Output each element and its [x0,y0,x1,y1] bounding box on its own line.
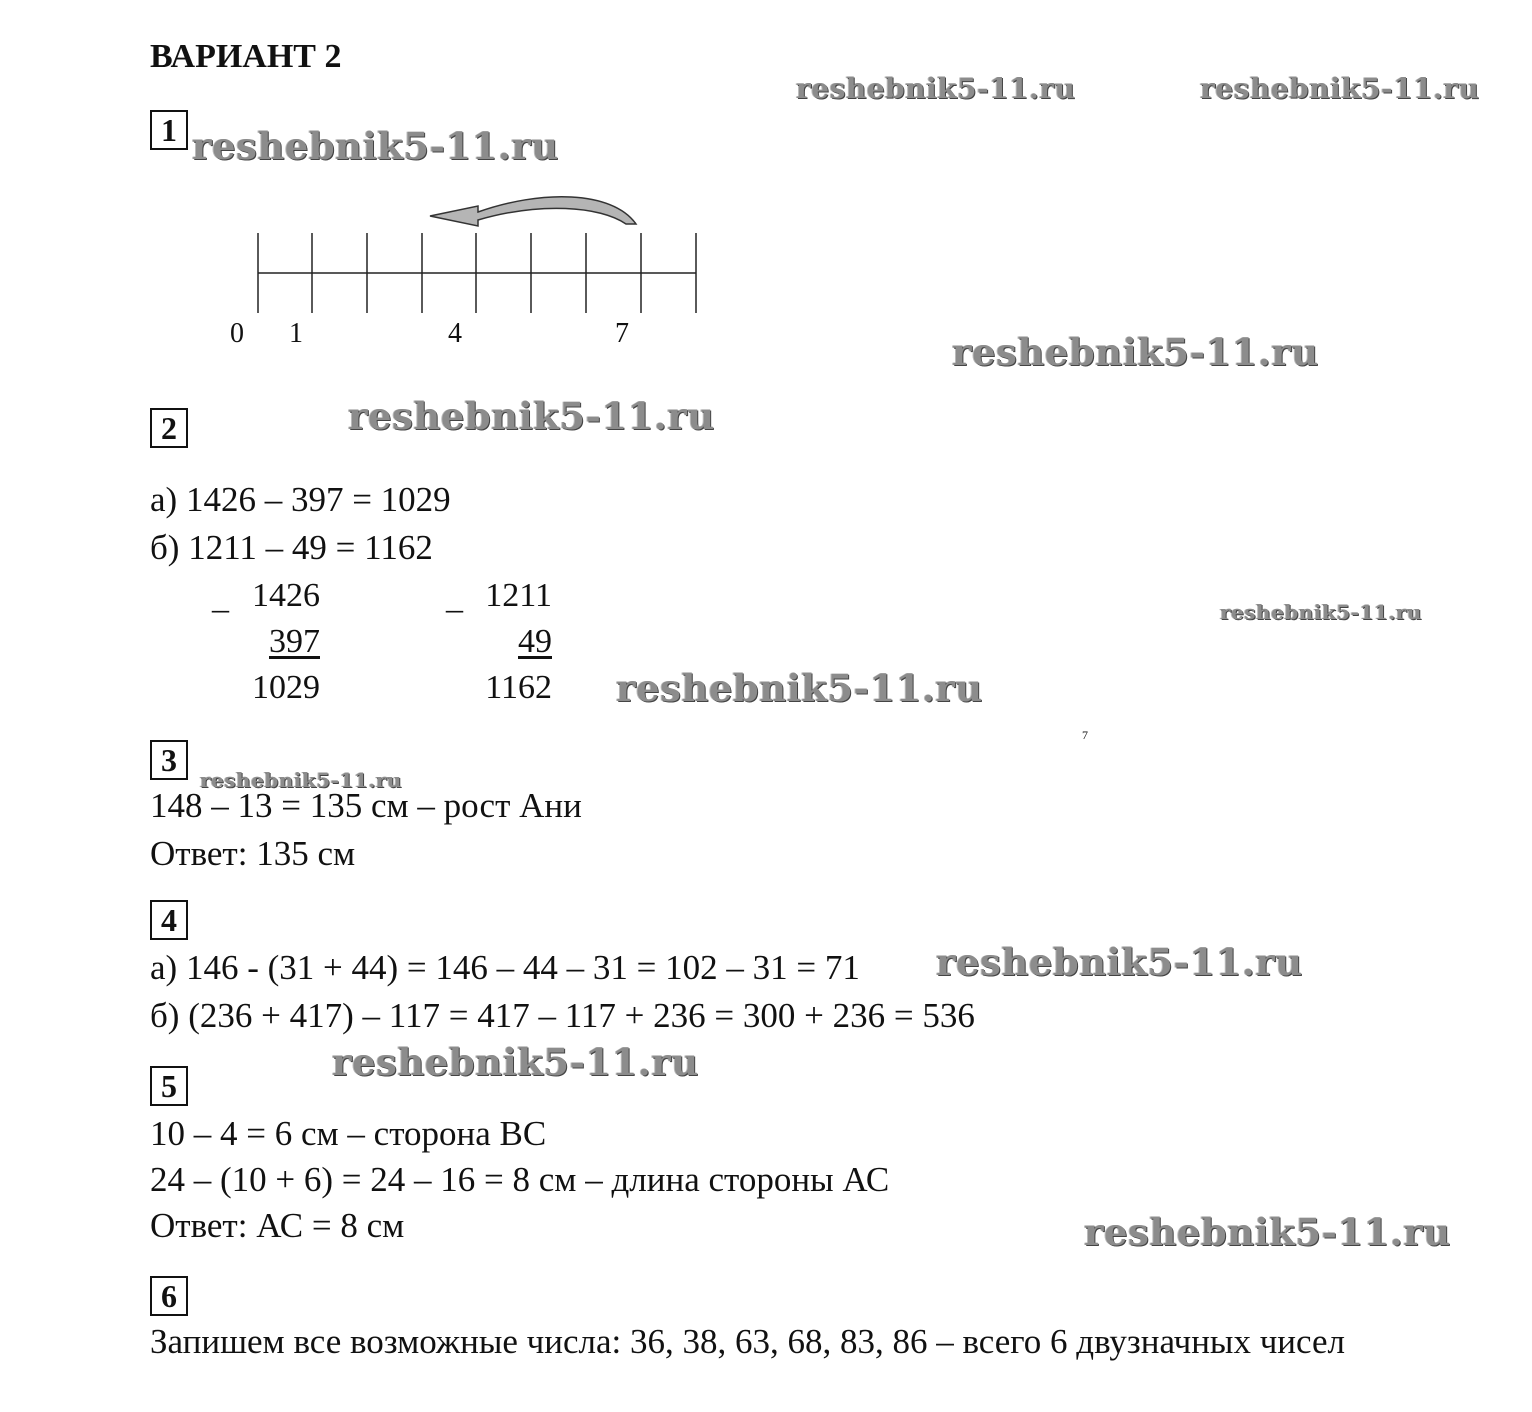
watermark: reshebnik5-11.ru [952,330,1319,374]
tick-label: 7 [615,318,629,349]
minuend: 1211 [485,577,552,614]
equation-line: а) 1426 – 397 = 1029 [150,480,451,519]
answer-line: Ответ: 135 см [150,834,356,873]
minuend: 1426 [252,577,320,614]
watermark: reshebnik5-11.ru [200,768,402,792]
equation-line: б) 1211 – 49 = 1162 [150,528,433,567]
minus-sign: _ [446,579,463,616]
watermark: reshebnik5-11.ru [192,124,559,168]
difference: 1162 [485,669,552,706]
solution-line: 24 – (10 + 6) = 24 – 16 = 8 см – длина стороны АС [150,1160,890,1199]
watermark: reshebnik5-11.ru [1220,600,1422,624]
subtrahend: 49 [518,623,552,660]
solution-line: Запишем все возможные числа: 36, 38, 63, 68, 83, 86 – всего 6 двузначных чисел [150,1322,1345,1361]
task-number-box: 1 [150,110,188,150]
minus-sign: _ [212,579,229,616]
subtrahend: 397 [269,623,320,660]
watermark: reshebnik5-11.ru [936,940,1303,984]
watermark: reshebnik5-11.ru [1200,72,1480,105]
task-number-box: 3 [150,740,188,780]
task-number-box: 5 [150,1066,188,1106]
solution-line: 10 – 4 = 6 см – сторона ВС [150,1114,547,1153]
solution-line: 148 – 13 = 135 см – рост Ани [150,786,582,825]
tick-label: 4 [448,318,462,349]
jump-arrow [430,197,636,226]
task-number-box: 4 [150,900,188,940]
equation-line: а) 146 - (31 + 44) = 146 – 44 – 31 = 102 – 31 = 71 [150,948,860,987]
watermark: reshebnik5-11.ru [332,1040,699,1084]
tick-label: 1 [289,318,303,349]
stray-mark: 7 [1082,728,1088,742]
watermark: reshebnik5-11.ru [1084,1210,1451,1254]
tick-label: 0 [230,318,244,349]
task-number-box: 2 [150,408,188,448]
watermark: reshebnik5-11.ru [796,72,1076,105]
page-title: ВАРИАНТ 2 [150,38,342,75]
task-number-box: 6 [150,1276,188,1316]
difference: 1029 [252,669,320,706]
watermark: reshebnik5-11.ru [348,394,715,438]
watermark: reshebnik5-11.ru [616,666,983,710]
answer-line: Ответ: АС = 8 см [150,1206,405,1245]
equation-line: б) (236 + 417) – 117 = 417 – 117 + 236 = 300 + 236 = 536 [150,996,975,1035]
